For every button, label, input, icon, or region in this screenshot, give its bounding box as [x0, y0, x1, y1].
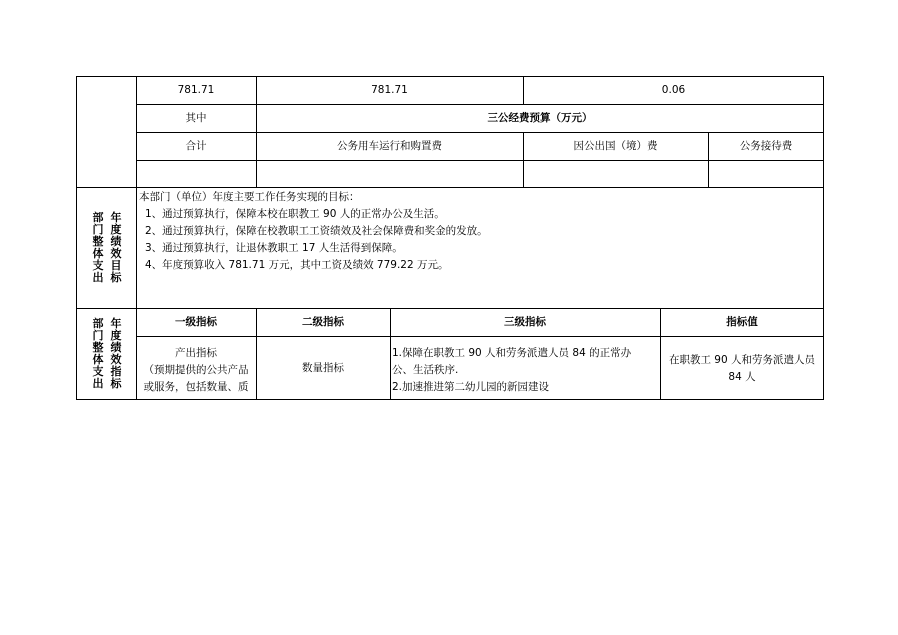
- goals-side-label-2: 年度绩效目标: [110, 211, 122, 284]
- vehicle-fee-label: 公务用车运行和购置费: [337, 140, 442, 152]
- total-label: 合计: [185, 140, 207, 152]
- sangong-header: 三公经费预算（万元）: [487, 112, 593, 124]
- level2-cell: 数量指标: [302, 362, 344, 374]
- amount-cell: 781.71: [371, 84, 408, 96]
- level1-cell: [136, 345, 256, 396]
- value-line: 84 人: [728, 371, 756, 383]
- value-line: 在职教工 90 人和劳务派遣人员: [668, 354, 816, 366]
- level1-header: 一级指标: [175, 316, 217, 328]
- goal-item: 2、通过预算执行，保障在校教职工工资绩效及社会保障费和奖金的发放。: [145, 225, 488, 237]
- amount-cell: 781.71: [177, 84, 215, 96]
- level1-line: 或服务，包括数量、质: [143, 381, 249, 393]
- level3-line: 1.保障在职教工 90 人和劳务派遣人员 84 的正常办: [392, 347, 632, 359]
- value-cell: [660, 352, 824, 386]
- row-line: [76, 187, 824, 188]
- overseas-fee-label: 因公出国（境）费: [573, 140, 658, 152]
- goal-item: 1、通过预算执行，保障本校在职教工 90 人的正常办公及生活。: [145, 208, 445, 220]
- reception-fee-label: 公务接待费: [739, 140, 793, 152]
- level1-line: （预期提供的公共产品: [143, 364, 249, 376]
- indicators-side-label-1: 部门整体支出: [92, 317, 104, 390]
- section-line: [76, 308, 824, 309]
- header-line: [136, 336, 824, 337]
- level3-line: 公、生活秩序.: [392, 364, 459, 376]
- level3-cell: [392, 345, 660, 396]
- goal-item: 3、通过预算执行，让退休教职工 17 人生活得到保障。: [145, 242, 403, 254]
- value-header: 指标值: [726, 316, 758, 328]
- row-line: [136, 104, 824, 105]
- goals-side-label-1: 部门整体支出: [92, 211, 104, 284]
- qizhong-label: 其中: [185, 112, 207, 124]
- goal-item: 4、年度预算收入 781.71 万元，其中工资及绩效 779.22 万元。: [145, 259, 449, 271]
- row-line: [136, 132, 824, 133]
- level1-line: 产出指标: [175, 347, 217, 359]
- row-line: [136, 160, 824, 161]
- indicators-side-label-2: 年度绩效指标: [110, 317, 122, 390]
- amount-cell: 0.06: [661, 84, 686, 96]
- level2-header: 二级指标: [302, 316, 344, 328]
- goals-intro: 本部门（单位）年度主要工作任务实现的目标：: [139, 191, 360, 203]
- level3-header: 三级指标: [504, 316, 546, 328]
- level3-line: 2.加速推进第二幼儿园的新园建设: [392, 381, 550, 393]
